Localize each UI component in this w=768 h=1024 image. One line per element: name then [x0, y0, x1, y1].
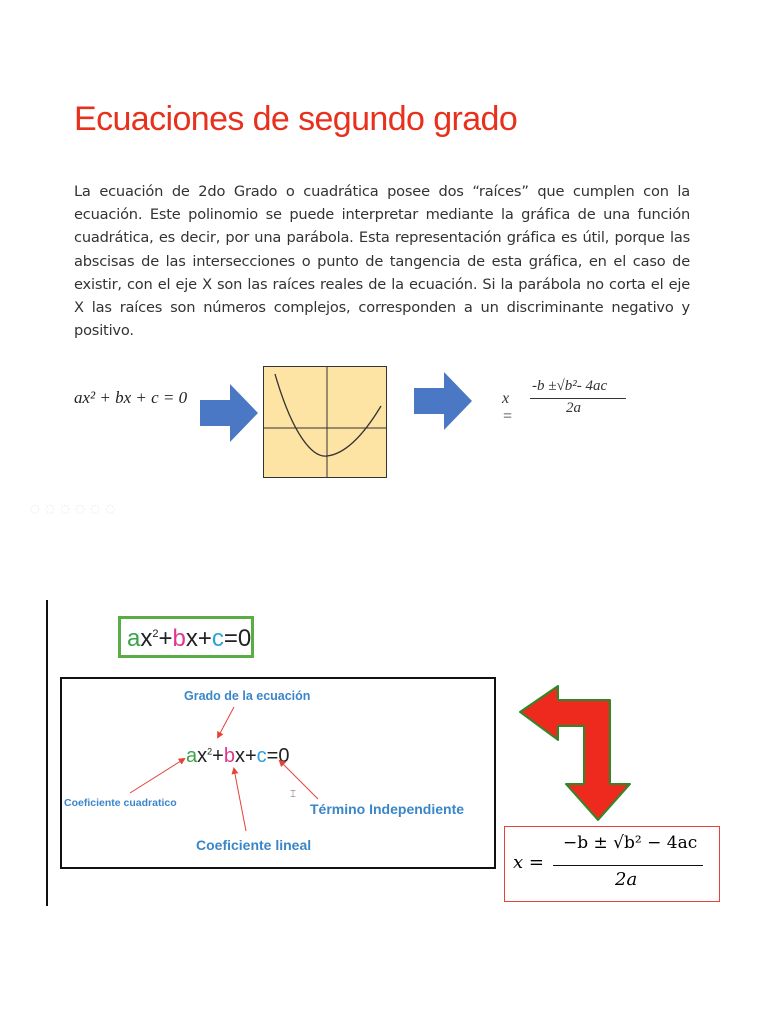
- plus-sign: +: [197, 625, 212, 652]
- formula-numerator: −b ± √b² − 4ac: [563, 833, 698, 853]
- formula-denominator: 2a: [615, 869, 638, 890]
- formula-denominator: 2a: [566, 400, 581, 416]
- exponent: 2: [152, 628, 159, 640]
- right-arrow-icon: [414, 372, 474, 430]
- green-equation-box: [118, 616, 254, 658]
- formula-lhs: x =: [513, 852, 544, 873]
- exponent: 2: [207, 746, 213, 757]
- plus-sign: +: [158, 625, 173, 652]
- coef-c: c: [256, 745, 267, 767]
- label-coeficiente-cuadratico: Coeficiente cuadratico: [64, 797, 177, 809]
- intro-paragraph: La ecuación de 2do Grado o cuadrática posee dos “raíces” que cumplen con la ecuación. Este polinomio se puede interpretar mediante la gráfica de una función cuadrática, es decir, por una parábola. Esta representación gráfica es útil, porque las abscisas de las intersecciones o punto de tangencia de esta gráfica, en el caso de existir, con el eje X son las raíces reales de la ecuación. Si la parábola no corta el eje X las raíces son números complejos, corresponden a un discriminante negativo y positivo.: [74, 183, 690, 340]
- var-x: x: [140, 625, 153, 652]
- coef-b: b: [172, 625, 186, 652]
- var-x: x: [185, 625, 198, 652]
- plus-sign: +: [244, 745, 257, 767]
- label-termino-independiente: Término Independiente: [310, 801, 465, 817]
- colored-equation: [127, 625, 251, 653]
- equation-text: ax² + bx + c = 0: [74, 388, 188, 407]
- fraction-bar: [553, 865, 703, 866]
- vertical-divider: [46, 600, 48, 906]
- cursor-icon: ⌶: [290, 789, 296, 800]
- red-bent-arrow-icon: [518, 684, 636, 824]
- parabola-graph: [263, 366, 387, 478]
- fraction-bar: [530, 398, 626, 399]
- right-arrow-icon: [200, 384, 260, 442]
- pointer-arrows: [62, 679, 494, 867]
- coef-a: a: [127, 625, 141, 652]
- coef-a: a: [186, 745, 198, 767]
- quadratic-equation-top: [74, 388, 187, 408]
- formula-numerator: -b ±√b²- 4ac: [532, 378, 608, 394]
- equals-zero: =0: [223, 625, 252, 652]
- quadratic-formula-box: [504, 826, 720, 902]
- var-x: x: [234, 745, 245, 767]
- label-grado: Grado de la ecuación: [184, 689, 311, 703]
- page-title: Ecuaciones de segundo grado: [74, 100, 518, 138]
- plus-sign: +: [212, 745, 224, 767]
- equation-parts-diagram: [60, 677, 496, 869]
- coef-c: c: [211, 625, 224, 652]
- coef-b: b: [223, 745, 235, 767]
- faded-toolbar-icons: ◌ ◌ ◌ ◌ ◌ ◌: [30, 502, 117, 515]
- var-x: x: [197, 745, 208, 767]
- equals-zero: =0: [266, 745, 290, 767]
- label-coeficiente-lineal: Coeficiente lineal: [196, 837, 312, 853]
- formula-lhs: x =: [502, 390, 513, 425]
